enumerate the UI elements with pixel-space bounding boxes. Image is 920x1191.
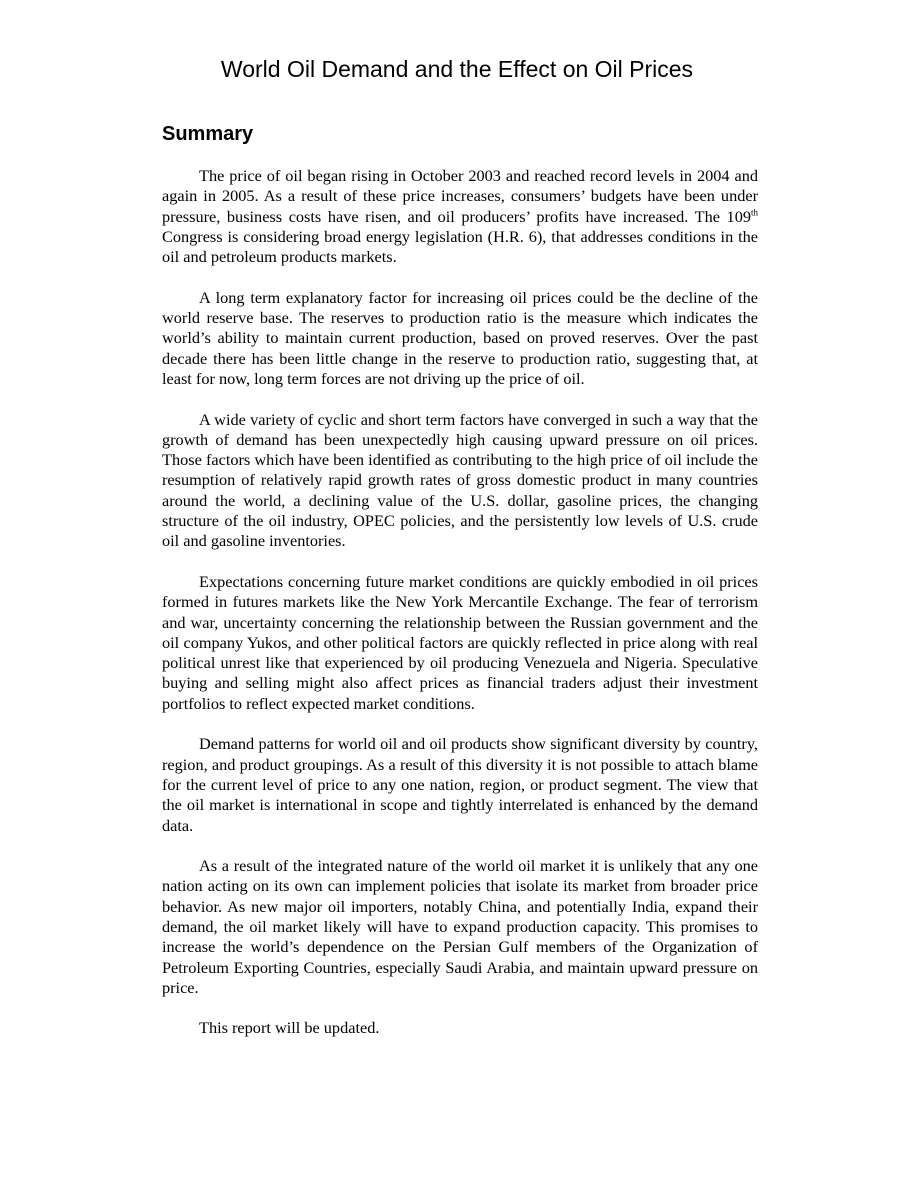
paragraph-short-term-factors: A wide variety of cyclic and short term factors have converged in such a way that the growth of demand has been unexpectedly high causing upward pressure on oil prices. Those factors which have been identified as contributing to the high price of oil include the resumption of relatively rapid growth rates of gross domestic product in many countries around the world, a declining value of the U.S. dollar, gasoline prices, the changing structure of the oil industry, OPEC policies, and the persistently low levels of U.S. crude oil and gasoline inventories. — [162, 409, 758, 551]
paragraph-expectations: Expectations concerning future market conditions are quickly embodied in oil prices formed in futures markets like the New York Mercantile Exchange. The fear of terrorism and war, uncertainty concerning the relationship between the Russian government and the oil company Yukos, and other political factors are quickly reflected in price along with real political unrest like that experienced by oil producing Venezuela and Nigeria. Speculative buying and selling might also affect prices as financial traders adjust their investment portfolios to reflect expected market conditions. — [162, 571, 758, 713]
document-title: World Oil Demand and the Effect on Oil Prices — [220, 56, 694, 82]
paragraph-integrated-market: As a result of the integrated nature of the world oil market it is unlikely that any one nation acting on its own can implement policies that isolate its market from broader price behavior. As new major oil importers, notably China, and potentially India, expand their demand, the oil market likely will have to expand production capacity. This promises to increase the world’s dependence on the Persian Gulf members of the Organization of Petroleum Exporting Countries, especially Saudi Arabia, and maintain upward pressure on price. — [162, 856, 758, 997]
section-heading-summary: Summary — [162, 123, 254, 145]
paragraph-price-rise — [162, 166, 758, 267]
paragraph-price-rise-text-cont: Congress is considering broad energy legislation (H.R. 6), that addresses conditions in the oil and petroleum products markets. — [162, 226, 758, 267]
paragraph-demand-patterns: Demand patterns for world oil and oil products show significant diversity by country, region, and product groupings. As a result of this diversity it is not possible to attach blame for the current level of price to any one nation, region, or product segment. The view that the oil market is international in scope and tightly interrelated is enhanced by the demand data. — [162, 734, 758, 835]
paragraph-update-note: This report will be updated. — [199, 1018, 380, 1038]
ordinal-suffix: th — [750, 207, 758, 218]
paragraph-reserve-base: A long term explanatory factor for increasing oil prices could be the decline of the world reserve base. The reserves to production ratio is the measure which indicates the world’s ability to maintain current production, based on proved reserves. Over the past decade there has been little change in the reserve to production ratio, suggesting that, at least for now, long term forces are not driving up the price of oil. — [162, 287, 758, 388]
paragraph-price-rise-text: The price of oil began rising in October 2003 and reached record levels in 2004 and again in 2005. As a result of these price increases, consumers’ budgets have been under pressure, business costs have risen, and oil producers’ profits have increased. The 109 — [162, 166, 758, 226]
summary-body — [162, 166, 758, 1039]
